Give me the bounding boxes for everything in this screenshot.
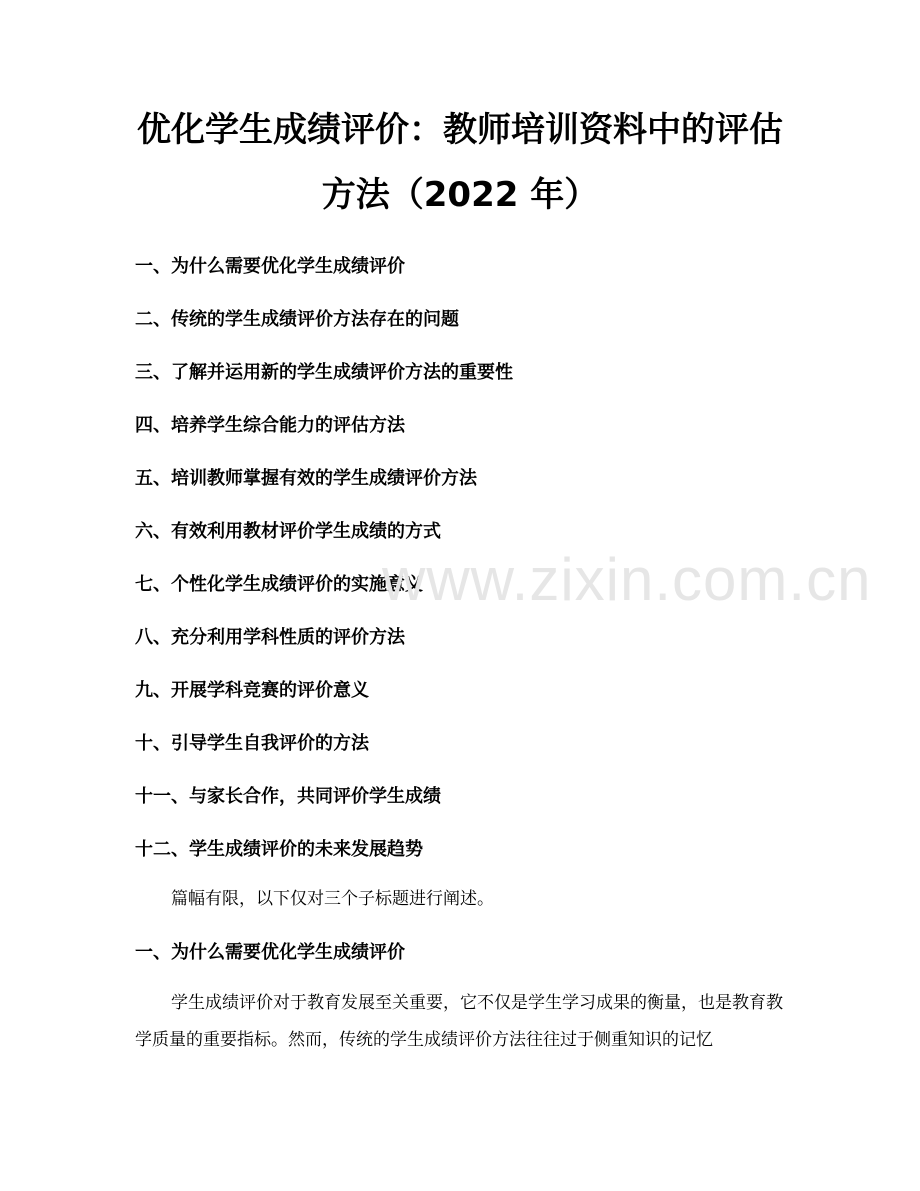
toc-item-7: 七、个性化学生成绩评价的实施意义 — [135, 574, 423, 595]
toc-item-6: 六、有效利用教材评价学生成绩的方式 — [135, 521, 441, 542]
toc-item-3: 三、了解并运用新的学生成绩评价方法的重要性 — [135, 362, 513, 383]
toc-item-1: 一、为什么需要优化学生成绩评价 — [135, 256, 405, 277]
toc-item-9: 九、开展学科竞赛的评价意义 — [135, 680, 369, 701]
document-title-line-2: 方法（2022 年） — [321, 175, 599, 215]
document-title-line-1: 优化学生成绩评价：教师培训资料中的评估 — [137, 110, 783, 150]
section-1-heading: 一、为什么需要优化学生成绩评价 — [135, 942, 405, 963]
toc-item-4: 四、培养学生综合能力的评估方法 — [135, 415, 405, 436]
toc-item-8: 八、充分利用学科性质的评价方法 — [135, 627, 405, 648]
scope-note: 篇幅有限，以下仅对三个子标题进行阐述。 — [171, 889, 494, 909]
toc-item-11: 十一、与家长合作，共同评价学生成绩 — [135, 786, 441, 807]
toc-item-12: 十二、学生成绩评价的未来发展趋势 — [135, 839, 423, 860]
section-1-paragraph: 学生成绩评价对于教育发展至关重要，它不仅是学生学习成果的衡量，也是教育教学质量的重要指标。然而，传统的学生成绩评价方法往往过于侧重知识的记忆 — [135, 993, 783, 1050]
watermark: www.zixin.com.cn — [382, 546, 872, 613]
toc-item-10: 十、引导学生自我评价的方法 — [135, 733, 369, 754]
toc-item-5: 五、培训教师掌握有效的学生成绩评价方法 — [135, 468, 477, 489]
toc-item-2: 二、传统的学生成绩评价方法存在的问题 — [135, 309, 459, 330]
